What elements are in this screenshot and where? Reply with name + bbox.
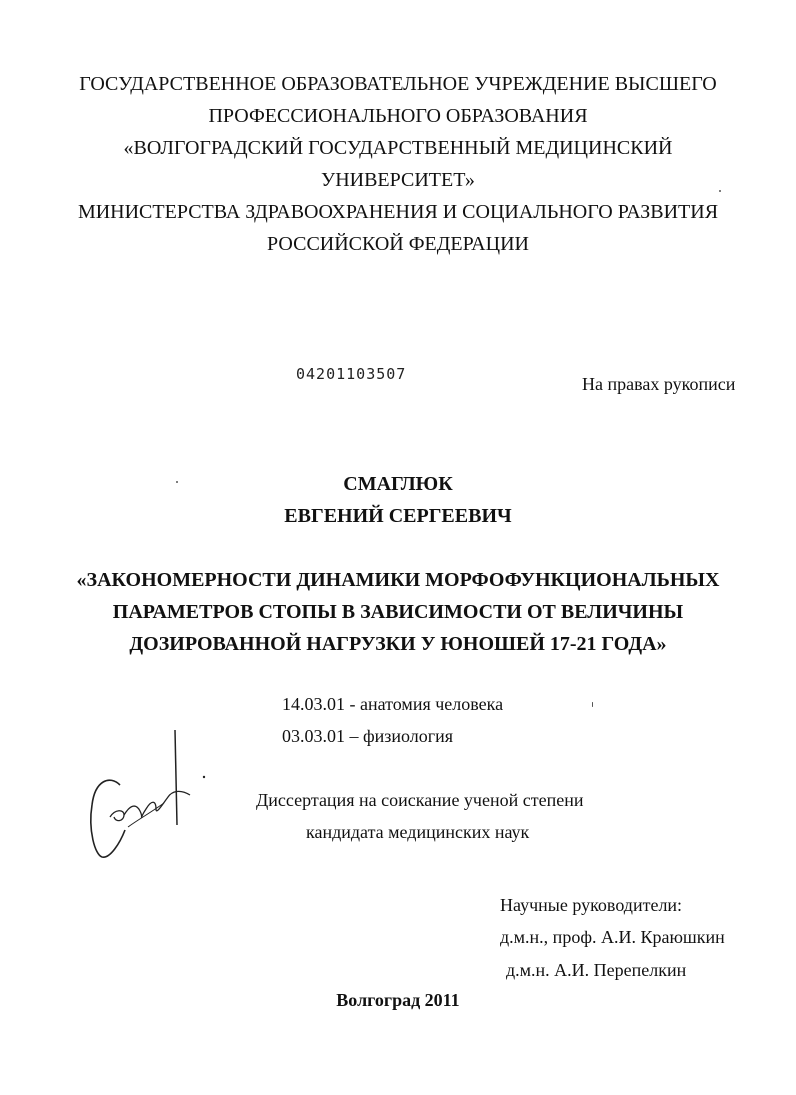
city-year: Волгоград 2011 bbox=[336, 990, 460, 1010]
supervisors-heading: Научные руководители: bbox=[500, 895, 683, 915]
specialty-anatomy: 14.03.01 - анатомия человека bbox=[282, 694, 504, 714]
institution-line-3: «ВОЛГОГРАДСКИЙ ГОСУДАРСТВЕННЫЙ МЕДИЦИНСКИЙ bbox=[123, 137, 673, 159]
record-number: 04201103507 bbox=[296, 365, 407, 383]
thesis-title-line-1: «ЗАКОНОМЕРНОСТИ ДИНАМИКИ МОРФОФУНКЦИОНАЛЬНЫХ bbox=[76, 569, 720, 591]
manuscript-note: На правах рукописи bbox=[582, 374, 736, 394]
dissertation-line-1: Диссертация на соискание ученой степени bbox=[256, 790, 584, 810]
thesis-title-line-3: ДОЗИРОВАННОЙ НАГРУЗКИ У ЮНОШЕЙ 17-21 ГОДА» bbox=[129, 633, 667, 655]
author-surname: СМАГЛЮК bbox=[343, 473, 453, 495]
institution-line-6: РОССИЙСКОЙ ФЕДЕРАЦИИ bbox=[267, 233, 529, 255]
scan-speck bbox=[719, 190, 721, 192]
supervisor-2: д.м.н. А.И. Перепелкин bbox=[506, 960, 687, 980]
scan-speck bbox=[176, 481, 178, 483]
supervisor-1: д.м.н., проф. А.И. Краюшкин bbox=[500, 927, 725, 947]
scan-speck bbox=[592, 702, 593, 707]
specialty-physiology: 03.03.01 – физиология bbox=[282, 726, 454, 746]
institution-line-5: МИНИСТЕРСТВА ЗДРАВООХРАНЕНИЯ И СОЦИАЛЬНОГО РАЗВИТИЯ bbox=[77, 201, 719, 223]
dissertation-line-2: кандидата медицинских наук bbox=[306, 822, 530, 842]
thesis-title-line-2: ПАРАМЕТРОВ СТОПЫ В ЗАВИСИМОСТИ ОТ ВЕЛИЧИНЫ bbox=[112, 601, 684, 623]
institution-line-2: ПРОФЕССИОНАЛЬНОГО ОБРАЗОВАНИЯ bbox=[208, 105, 588, 127]
institution-line-1: ГОСУДАРСТВЕННОЕ ОБРАЗОВАТЕЛЬНОЕ УЧРЕЖДЕНИЕ ВЫСШЕГО bbox=[79, 73, 717, 95]
handwritten-signature bbox=[80, 725, 230, 870]
institution-line-4: УНИВЕРСИТЕТ» bbox=[321, 169, 475, 191]
author-name: ЕВГЕНИЙ СЕРГЕЕВИЧ bbox=[284, 505, 512, 527]
